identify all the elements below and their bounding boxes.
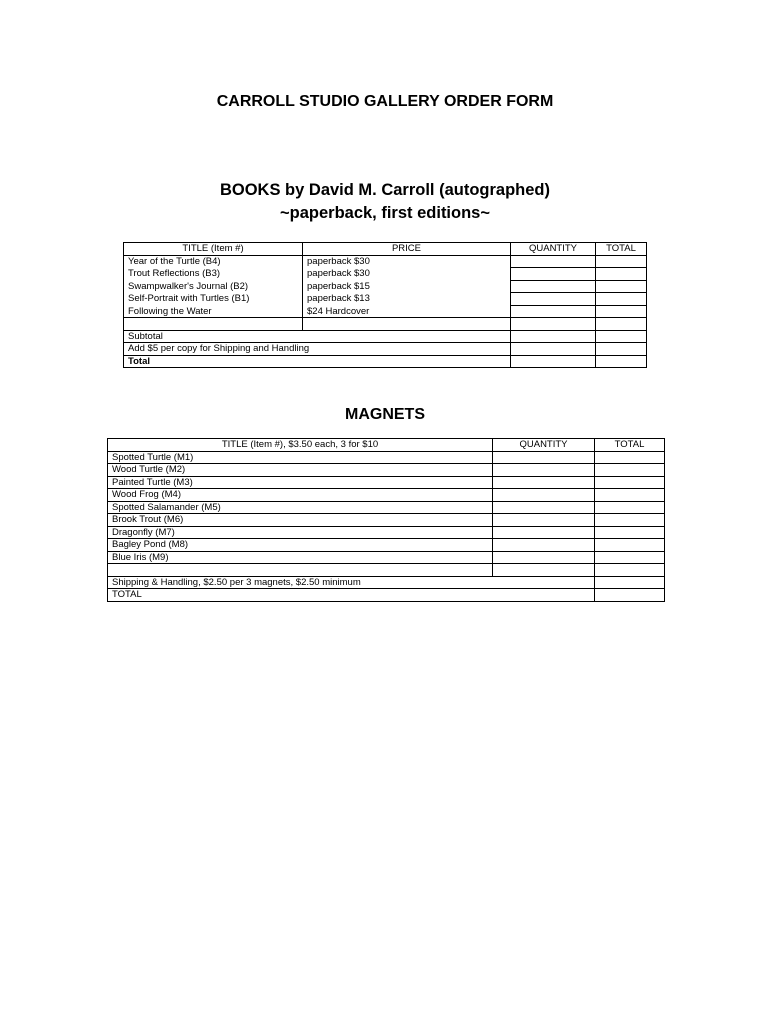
magnet-quantity-cell[interactable] (493, 526, 595, 539)
magnet-title: Blue Iris (M9) (108, 551, 493, 564)
magnet-quantity-cell[interactable] (493, 464, 595, 477)
table-row (108, 539, 665, 552)
magnet-quantity-cell[interactable] (493, 451, 595, 464)
table-row (124, 305, 647, 318)
magnet-total-cell[interactable] (595, 551, 665, 564)
magnets-shipping-row (108, 576, 665, 589)
table-row (108, 501, 665, 514)
magnets-total-cell[interactable] (595, 589, 665, 602)
magnets-header-row (108, 439, 665, 452)
magnet-quantity-cell[interactable] (493, 551, 595, 564)
book-quantity-cell[interactable] (511, 305, 596, 318)
magnets-heading: MAGNETS (345, 406, 425, 423)
books-total-header: TOTAL (596, 243, 647, 256)
magnet-title: Painted Turtle (M3) (108, 476, 493, 489)
total-total-cell[interactable] (596, 355, 647, 368)
books-price-header: PRICE (303, 243, 511, 256)
blank-cell[interactable] (596, 318, 647, 331)
books-heading: BOOKS by David M. Carroll (autographed) (219, 181, 551, 199)
book-price: paperback $15 (303, 280, 511, 293)
table-row-blank (108, 564, 665, 577)
magnet-total-cell[interactable] (595, 501, 665, 514)
table-row (124, 293, 647, 306)
total-label: Total (124, 355, 511, 368)
book-total-cell[interactable] (596, 255, 647, 268)
blank-cell[interactable] (595, 564, 665, 577)
book-total-cell[interactable] (596, 268, 647, 281)
book-price: paperback $30 (303, 268, 511, 281)
blank-cell[interactable] (511, 318, 596, 331)
book-quantity-cell[interactable] (511, 268, 596, 281)
subtotal-total-cell[interactable] (596, 330, 647, 343)
magnets-total-label: TOTAL (108, 589, 595, 602)
table-row (108, 451, 665, 464)
table-row (124, 268, 647, 281)
book-title: Year of the Turtle (B4) (124, 255, 303, 268)
magnet-title: Brook Trout (M6) (108, 514, 493, 527)
book-total-cell[interactable] (596, 293, 647, 306)
magnet-title: Wood Turtle (M2) (108, 464, 493, 477)
magnet-quantity-cell[interactable] (493, 489, 595, 502)
magnet-total-cell[interactable] (595, 514, 665, 527)
magnet-title: Bagley Pond (M8) (108, 539, 493, 552)
magnets-order-table (107, 438, 665, 602)
magnet-total-cell[interactable] (595, 526, 665, 539)
magnet-total-cell[interactable] (595, 539, 665, 552)
magnet-quantity-cell[interactable] (493, 539, 595, 552)
magnets-quantity-header: QUANTITY (493, 439, 595, 452)
magnets-shipping-label: Shipping & Handling, $2.50 per 3 magnets, $2.50 minimum (108, 576, 595, 589)
shipping-label: Add $5 per copy for Shipping and Handling (124, 343, 511, 356)
magnet-quantity-cell[interactable] (493, 514, 595, 527)
blank-cell (108, 564, 493, 577)
book-quantity-cell[interactable] (511, 293, 596, 306)
book-title: Following the Water (124, 305, 303, 318)
books-order-table (123, 242, 647, 368)
blank-cell (124, 318, 303, 331)
books-subheading: ~paperback, first editions~ (280, 204, 490, 222)
books-quantity-header: QUANTITY (511, 243, 596, 256)
shipping-total-cell[interactable] (596, 343, 647, 356)
total-row (124, 355, 647, 368)
table-row-blank (124, 318, 647, 331)
table-row (108, 476, 665, 489)
books-title-header: TITLE (Item #) (124, 243, 303, 256)
magnet-total-cell[interactable] (595, 451, 665, 464)
subtotal-label: Subtotal (124, 330, 511, 343)
book-title: Self-Portrait with Turtles (B1) (124, 293, 303, 306)
book-title: Trout Reflections (B3) (124, 268, 303, 281)
book-total-cell[interactable] (596, 280, 647, 293)
magnets-total-header: TOTAL (595, 439, 665, 452)
magnet-total-cell[interactable] (595, 489, 665, 502)
table-row (108, 464, 665, 477)
magnet-total-cell[interactable] (595, 476, 665, 489)
page-title: CARROLL STUDIO GALLERY ORDER FORM (216, 93, 554, 110)
magnet-title: Dragonfly (M7) (108, 526, 493, 539)
shipping-quantity-cell[interactable] (511, 343, 596, 356)
table-row (124, 255, 647, 268)
magnet-quantity-cell[interactable] (493, 476, 595, 489)
book-price: $24 Hardcover (303, 305, 511, 318)
total-quantity-cell[interactable] (511, 355, 596, 368)
magnet-title: Spotted Salamander (M5) (108, 501, 493, 514)
table-row (108, 514, 665, 527)
magnets-total-row (108, 589, 665, 602)
table-row (124, 280, 647, 293)
book-title: Swampwalker's Journal (B2) (124, 280, 303, 293)
shipping-row (124, 343, 647, 356)
table-row (108, 551, 665, 564)
book-total-cell[interactable] (596, 305, 647, 318)
book-quantity-cell[interactable] (511, 280, 596, 293)
subtotal-quantity-cell[interactable] (511, 330, 596, 343)
magnets-shipping-total-cell[interactable] (595, 576, 665, 589)
subtotal-row (124, 330, 647, 343)
blank-cell (303, 318, 511, 331)
table-row (108, 526, 665, 539)
magnet-total-cell[interactable] (595, 464, 665, 477)
book-quantity-cell[interactable] (511, 255, 596, 268)
books-header-row (124, 243, 647, 256)
table-row (108, 489, 665, 502)
magnet-title: Wood Frog (M4) (108, 489, 493, 502)
magnets-title-header: TITLE (Item #), $3.50 each, 3 for $10 (108, 439, 493, 452)
book-price: paperback $13 (303, 293, 511, 306)
magnet-title: Spotted Turtle (M1) (108, 451, 493, 464)
magnet-quantity-cell[interactable] (493, 501, 595, 514)
book-price: paperback $30 (303, 255, 511, 268)
blank-cell[interactable] (493, 564, 595, 577)
